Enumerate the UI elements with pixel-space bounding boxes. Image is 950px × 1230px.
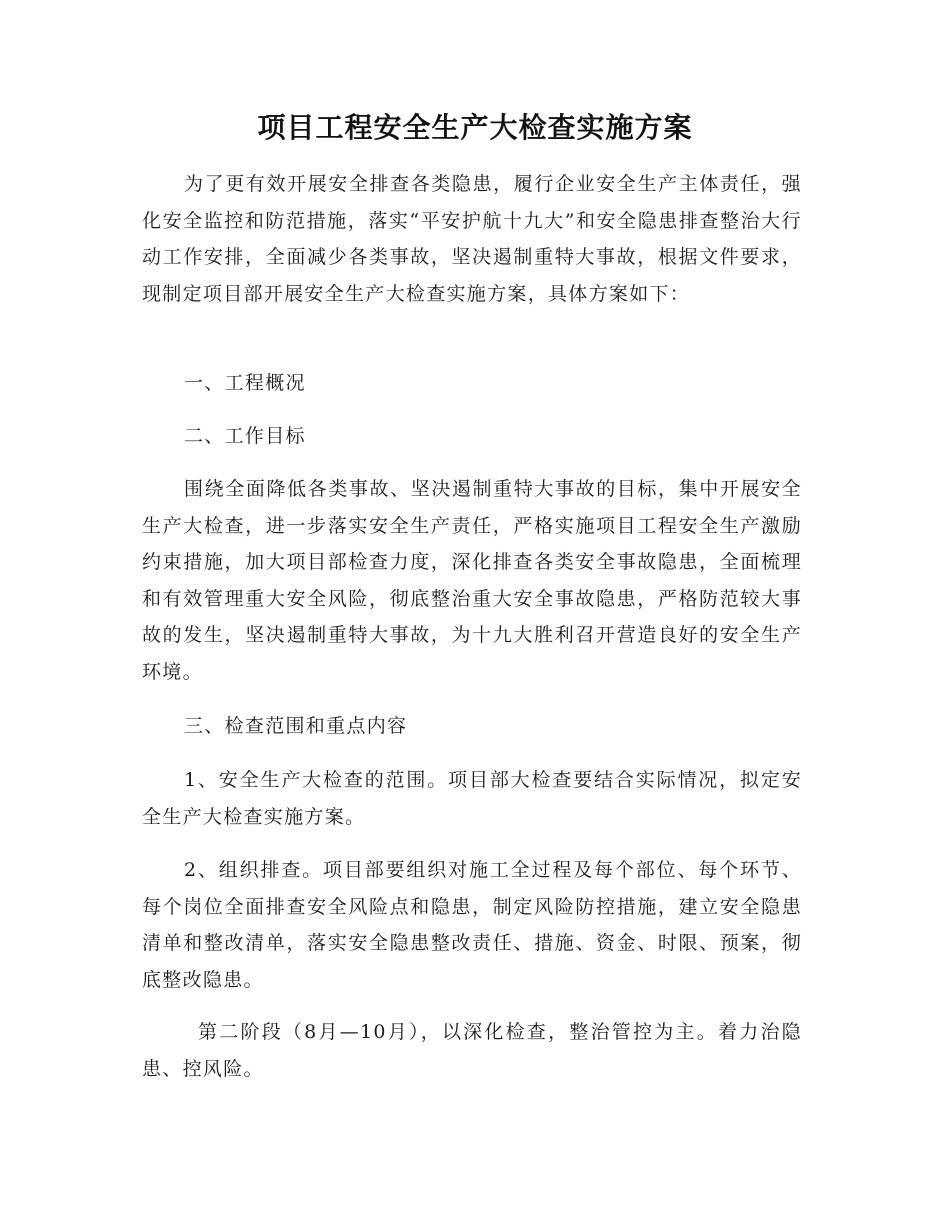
section-heading-scope: 三、检查范围和重点内容 bbox=[184, 715, 408, 737]
intro-paragraph: 为了更有效开展安全排查各类隐患，履行企业安全生产主体责任，强化安全监控和防范措施，落实“平安护航十九大”和安全隐患排查整治大行动工作安排，全面减少各类事故，坚决遏制重特大事故，根据文件要求，现制定项目部开展安全生产大检查实施方案，具体方案如下： bbox=[142, 173, 802, 305]
scope-item-1: 1、安全生产大检查的范围。项目部大检查要结合实际情况，拟定安全生产大检查实施方案。 bbox=[142, 769, 802, 828]
goals-paragraph: 围绕全面降低各类事故、坚决遏制重特大事故的目标，集中开展安全生产大检查，进一步落实安全生产责任，严格实施项目工程安全生产激励约束措施，加大项目部检查力度，深化排查各类安全事故隐患，全面梳理和有效管理重大安全风险，彻底整治重大安全事故隐患，严格防范较大事故的发生，坚决遏制重特大事故，为十九大胜利召开营造良好的安全生产环境。 bbox=[142, 478, 802, 683]
section-heading-overview: 一、工程概况 bbox=[184, 372, 306, 394]
document-title: 项目工程安全生产大检查实施方案 bbox=[257, 111, 693, 144]
scope-item-2: 2、组织排查。项目部要组织对施工全过程及每个部位、每个环节、每个岗位全面排查安全风险点和隐患，制定风险防控措施，建立安全隐患清单和整改清单，落实安全隐患整改责任、措施、资金、时限、预案，彻底整改隐患。 bbox=[142, 859, 802, 991]
stage-two-paragraph: 第二阶段（8月—10月），以深化检查，整治管控为主。着力治隐患、控风险。 bbox=[142, 1021, 802, 1080]
section-heading-goals: 二、工作目标 bbox=[184, 425, 306, 447]
